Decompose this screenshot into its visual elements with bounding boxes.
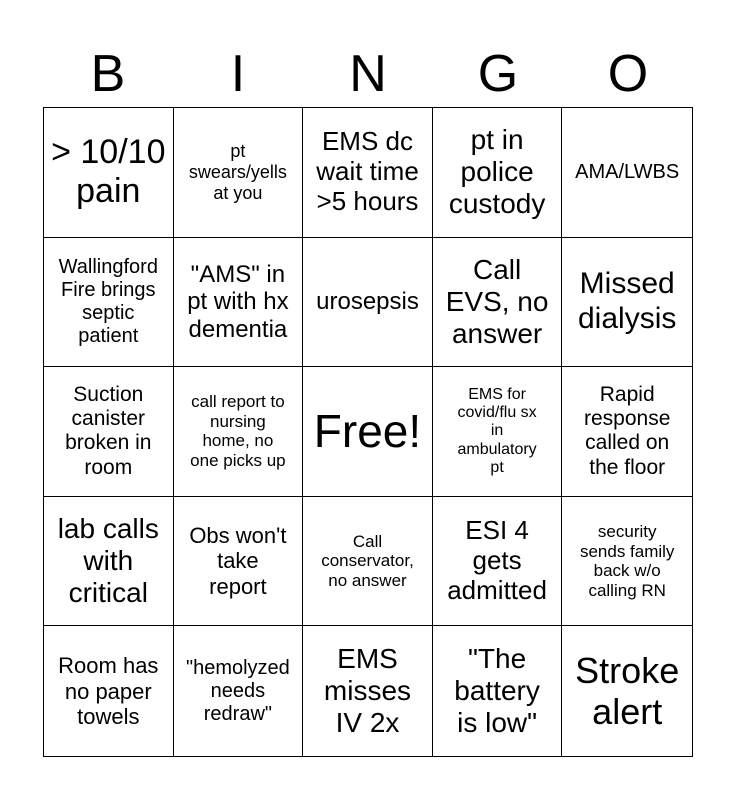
cell-text: AMA/LWBS <box>575 160 680 183</box>
bingo-cell-free[interactable] <box>303 367 433 497</box>
bingo-cell-10[interactable] <box>562 238 692 368</box>
cell-text: EMS dc wait time >5 hours <box>316 126 419 217</box>
bingo-cell-17[interactable] <box>174 497 304 627</box>
cell-text: Stroke alert <box>575 649 680 733</box>
bingo-cell-18[interactable] <box>303 497 433 627</box>
cell-text: ESI 4 gets admitted <box>447 515 547 606</box>
cell-text: Room has no paper towels <box>58 653 159 729</box>
header-letter-g: G <box>477 45 519 103</box>
bingo-cell-2[interactable] <box>174 108 304 238</box>
cell-text: Missed dialysis <box>578 267 677 335</box>
cell-text: EMS misses IV 2x <box>323 642 412 739</box>
cell-text: "hemolyzed needs redraw" <box>185 656 290 725</box>
bingo-cell-9[interactable] <box>433 238 563 368</box>
bingo-cell-11[interactable] <box>44 367 174 497</box>
bingo-cell-5[interactable] <box>562 108 692 238</box>
bingo-cell-21[interactable] <box>44 626 174 756</box>
header-letter-o: O <box>607 45 649 103</box>
bingo-header <box>43 40 693 108</box>
cell-text: Wallingford Fire brings septic patient <box>58 255 158 347</box>
header-letter-b: B <box>90 45 126 103</box>
cell-text: Obs won't take report <box>189 523 287 599</box>
cell-text: urosepsis <box>316 288 419 316</box>
bingo-cell-12[interactable] <box>174 367 304 497</box>
cell-text: "AMS" in pt with hx dementia <box>187 260 289 343</box>
cell-text: pt swears/yells at you <box>188 141 287 203</box>
cell-text: Rapid response called on the floor <box>584 383 671 479</box>
cell-text: Call conservator, no answer <box>321 531 414 590</box>
cell-text: lab calls with critical <box>57 512 159 609</box>
bingo-cell-8[interactable] <box>303 238 433 368</box>
free-space-label: Free! <box>313 405 422 458</box>
bingo-cell-25[interactable] <box>562 626 692 756</box>
cell-text: EMS for covid/flu sx in ambulatory pt <box>457 385 537 477</box>
bingo-cell-4[interactable] <box>433 108 563 238</box>
bingo-cell-24[interactable] <box>433 626 563 756</box>
cell-text: > 10/10 pain <box>51 133 166 211</box>
bingo-cell-7[interactable] <box>174 238 304 368</box>
bingo-cell-22[interactable] <box>174 626 304 756</box>
bingo-cell-19[interactable] <box>433 497 563 627</box>
bingo-cell-3[interactable] <box>303 108 433 238</box>
cell-text: pt in police custody <box>448 124 546 220</box>
bingo-cell-15[interactable] <box>562 367 692 497</box>
bingo-board <box>43 107 693 757</box>
cell-text: Suction canister broken in room <box>65 383 152 479</box>
bingo-cell-23[interactable] <box>303 626 433 756</box>
bingo-cell-6[interactable] <box>44 238 174 368</box>
bingo-cell-16[interactable] <box>44 497 174 627</box>
bingo-cell-1[interactable] <box>44 108 174 238</box>
header-letter-i: I <box>230 45 246 103</box>
cell-text: call report to nursing home, no one picks up <box>190 392 286 471</box>
header-letter-n: N <box>349 45 387 103</box>
cell-text: security sends family back w/o calling RN <box>579 522 675 600</box>
bingo-cell-14[interactable] <box>433 367 563 497</box>
cell-text: "The battery is low" <box>454 642 540 739</box>
cell-text: Call EVS, no answer <box>445 253 549 349</box>
bingo-cell-20[interactable] <box>562 497 692 627</box>
